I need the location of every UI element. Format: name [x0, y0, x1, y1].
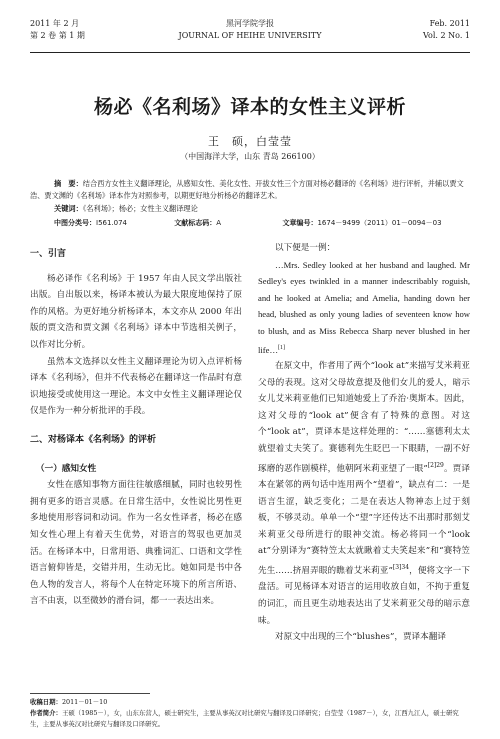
keywords-label: 关键词： — [54, 204, 83, 213]
footnote — [30, 697, 470, 730]
abstract-text: 结合西方女性主义翻译理论，从感知女性、美化女性、开拔女性三个方面对杨必翻译的《名利场》进行评析，并辅以贾文浩、贾文渊的《名利场》译本作为对照参考，以期更好地分析杨必的翻译艺术。 — [30, 179, 464, 200]
paragraph-text: 。贾译本在紧邻的两句话中连用两个“望着”，缺点有二：一是语言生涩，缺乏变化；二是在表达人物神态上过于刻板，不够灵动。单单一个“望”字还传达不出那时那刻艾米莉亚父母所进行的眼神交流。杨必将同一个“look at”分别译为“赛特笠太太就瞅着丈夫笑起来”和“赛特笠先生……挤眉弄眼的瞧着艾米莉亚” — [258, 463, 470, 576]
article-id-value: 1674－9499（2011）01－0094－03 — [317, 219, 442, 227]
author-bio-text: 王硕（1985－），女，山东东营人，硕士研究生，主要从事英汉对比研究与翻译及口译研究；白莹莹（1987－），女，江西九江人，硕士研究生，主要从事英汉对比研究与翻译及口译研究。 — [30, 709, 459, 728]
article-authors: 王 硕，白莹莹 — [208, 135, 292, 148]
abstract-label: 摘 要： — [54, 179, 83, 188]
doc-code-label: 文献标志码： — [174, 219, 217, 227]
paragraph-text: 在原文中，作者用了两个“look at”来描写艾米莉亚父母的表现。这对父母故意提及他们女儿的爱人，暗示女儿艾米莉亚他们已知道她爱上了乔治·奥斯本。因此，这对父母的“look at”便含有了特殊的意图。对这个“look at”，贾译本是这样处理的：“……塞德利太太就望着丈夫笑了。赛德利先生眨巴一下眼睛，一副不好琢磨的恶作剧模样，他朝阿米莉亚望了一眼” — [258, 361, 470, 474]
running-header — [30, 18, 470, 52]
english-example-text: …Mrs. Sedley looked at her husband and laughed. Mr Sedley's eyes twinkled in a manner indescribably roguish, and he looked at Amelia; and Amelia, handing down her head, blushed as only young ladies of seventeen know how to blush, and as Miss Rebecca Sharp never blushed in her life… — [258, 259, 470, 355]
journal-name — [30, 18, 470, 42]
keywords-text: 《名利场》；杨必；女性主义翻译理论 — [82, 204, 198, 213]
paragraph-text: ，便将文字一下盘活。可见杨译本对语言的运用收放自如，不拘于重复的词汇，而且更生动地表达出了艾米莉亚父母的暗示意味。 — [258, 565, 470, 626]
citation-ref: [3]34 — [392, 564, 410, 571]
received-label: 收稿日期： — [30, 698, 62, 706]
citation-ref: [1] — [278, 344, 286, 351]
journal-name-cn: 黑河学院学报 — [226, 19, 274, 28]
issue-date-cn: 2011 年 2 月 — [30, 19, 80, 28]
abstract — [30, 178, 470, 202]
received-date — [30, 697, 470, 708]
issue-date-en: Feb. 2011 — [429, 19, 470, 28]
header-rule — [30, 52, 470, 53]
doc-code-value: A — [216, 219, 222, 227]
citation-ref: [2]29 — [427, 461, 444, 469]
paragraph: 对原文中出现的三个“blushes”，贾译本翻译 — [275, 632, 446, 643]
footnote-rule — [30, 693, 150, 694]
section-heading-introduction: 一、引言 — [30, 249, 67, 259]
issue-info-en — [423, 18, 470, 42]
example-intro: 以下便是一例： — [275, 243, 336, 253]
keywords — [54, 203, 470, 215]
journal-name-en: JOURNAL OF HEIHE UNIVERSITY — [178, 31, 322, 40]
paragraph: 女性在感知事物方面往往敏感细腻，同时也较男性拥有更多的语言灵感。在日常生活中，女性说比男性更多地使用形容词和动词。作为一名女性译者，杨必在感知女性心理上有着天生优势，对语言的驾驭也更加灵活。在杨译本中，日常用语、典雅词汇、口语和文学性语言俯仰皆是，交错并用，生动无比。她如同是书中各色人物的发言人，将每个人在特定环境下的所言所语、言不由衷，以至微妙的滑台词，都一一表达出来。 — [30, 480, 242, 607]
article-affiliation: （中国海洋大学，山东 青岛 266100） — [180, 152, 320, 161]
clc-value: I561.074 — [96, 219, 128, 227]
article-id-label: 文章编号： — [282, 219, 318, 227]
left-column — [30, 240, 242, 610]
volume-issue-en: Vol. 2 No. 1 — [423, 31, 470, 40]
article-title: 杨必《名利场》译本的女性主义评析 — [93, 96, 406, 118]
paragraph — [258, 358, 470, 629]
volume-issue-cn: 第 2 卷 第 1 期 — [30, 31, 85, 40]
author-bio — [30, 708, 470, 730]
classification-line — [54, 217, 470, 229]
right-column — [258, 240, 470, 646]
author-bio-label: 作者简介： — [30, 709, 62, 717]
paragraph: 杨必译作《名利场》于 1957 年由人民文学出版社出版。自出版以来，杨译本被认为最大限度地保持了原作的风格。为更好地分析杨译本，本文亦从 2000 年出版的贾文浩和贾文渊《名利场》译本中节选相关例子，以作对比分析。 — [30, 273, 242, 350]
received-value: 2011－01－10 — [61, 698, 108, 706]
section-heading-analysis: 二、对杨译本《名利场》的评析 — [30, 434, 157, 445]
english-example — [258, 257, 470, 358]
clc-label: 中图分类号： — [54, 219, 96, 227]
subsection-heading-perceiving-women: （一）感知女性 — [36, 463, 97, 474]
paragraph: 虽然本文选择以女性主义翻译理论为切入点评析杨译本《名利场》，但并不代表杨必在翻译这一作品时有意识地接受或使用这一理论。本文中女性主义翻译理论仅仅是作为一种分析批评的手段。 — [30, 356, 242, 417]
